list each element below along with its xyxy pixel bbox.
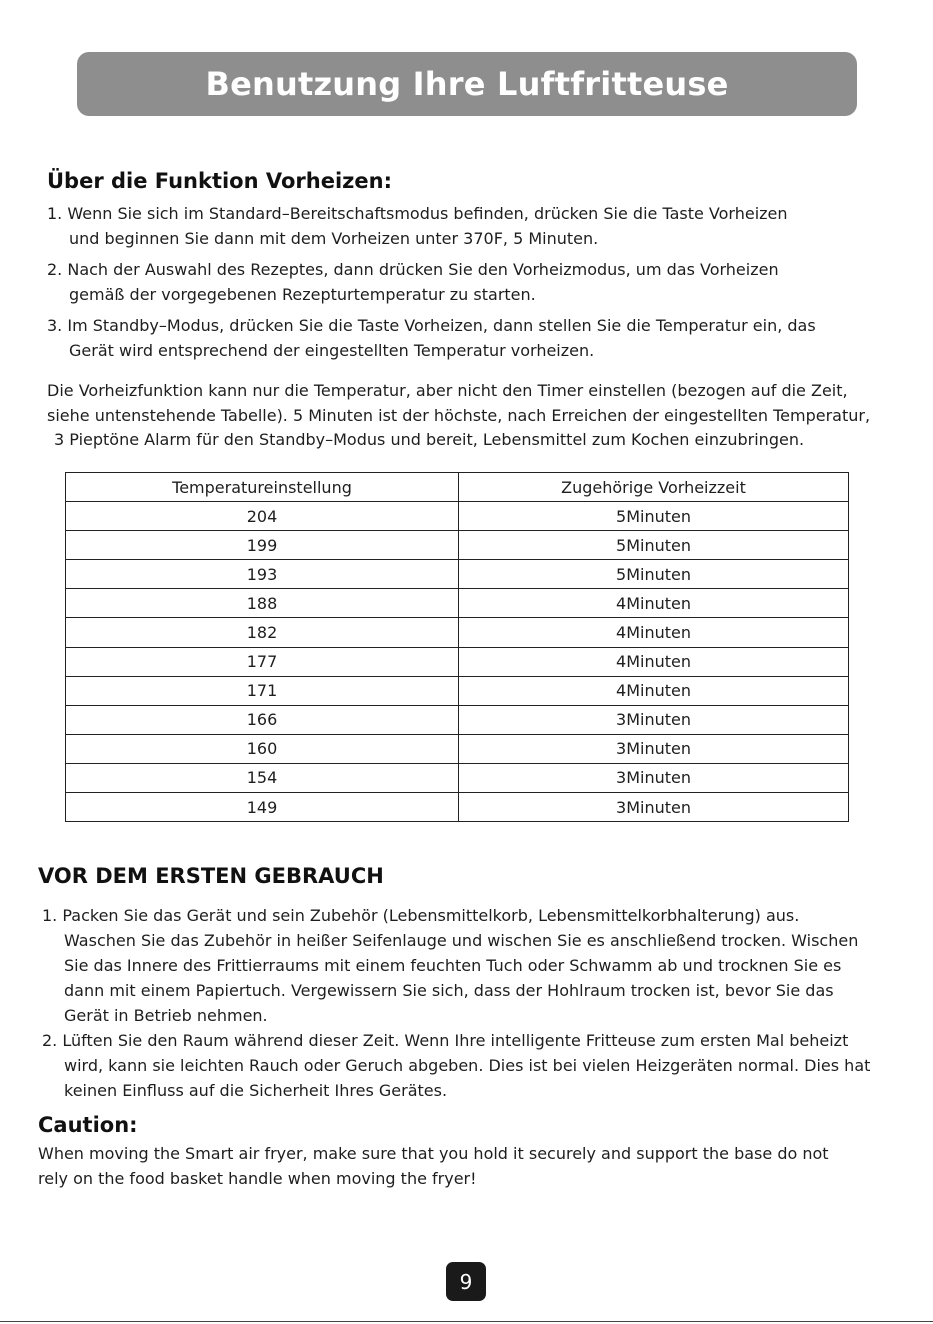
caution-heading: Caution: bbox=[38, 1113, 138, 1137]
table-cell-temperature: 188 bbox=[66, 589, 459, 618]
first-use-item-2-line: keinen Einfluss auf die Sicherheit Ihres Gerätes. bbox=[64, 1081, 448, 1100]
first-use-item-1 bbox=[42, 903, 858, 1028]
first-use-item-2-line: wird, kann sie leichten Rauch oder Geruch abgeben. Dies ist bei vielen Heizgeräten normal. Dies hat bbox=[64, 1056, 871, 1075]
table-cell-time: 5Minuten bbox=[459, 531, 849, 560]
table-cell-temperature: 149 bbox=[66, 793, 459, 822]
table-cell-temperature: 177 bbox=[66, 647, 459, 676]
table-header-row bbox=[66, 473, 849, 502]
preheat-note-line: Die Vorheizfunktion kann nur die Temperatur, aber nicht den Timer einstellen (bezogen auf die Zeit, bbox=[47, 381, 848, 400]
preheat-item-1-line1: 1. Wenn Sie sich im Standard–Bereitschaftsmodus befinden, drücken Sie die Taste Vorheizen bbox=[47, 204, 788, 223]
table-cell-temperature: 154 bbox=[66, 763, 459, 792]
table-row bbox=[66, 734, 849, 763]
preheat-item-1 bbox=[47, 202, 788, 251]
table-row bbox=[66, 705, 849, 734]
table-cell-time: 3Minuten bbox=[459, 734, 849, 763]
table-cell-time: 3Minuten bbox=[459, 793, 849, 822]
table-row bbox=[66, 560, 849, 589]
table-cell-temperature: 166 bbox=[66, 705, 459, 734]
preheat-note-line: 3 Pieptöne Alarm für den Standby–Modus und bereit, Lebensmittel zum Kochen einzubringen. bbox=[54, 430, 805, 449]
page-title: Benutzung Ihre Luftfritteuse bbox=[205, 65, 729, 103]
table-row bbox=[66, 676, 849, 705]
first-use-item-1-line: Waschen Sie das Zubehör in heißer Seifenlauge und wischen Sie es anschließend trocken. Wischen bbox=[64, 931, 859, 950]
first-use-heading: VOR DEM ERSTEN GEBRAUCH bbox=[38, 864, 384, 888]
table-cell-time: 4Minuten bbox=[459, 676, 849, 705]
preheat-table bbox=[65, 472, 849, 822]
first-use-item-1-line: Sie das Innere des Frittierraums mit einem feuchten Tuch oder Schwamm ab und trocknen Sie es bbox=[64, 956, 842, 975]
preheat-item-2-line2: gemäß der vorgegebenen Rezepturtemperatur zu starten. bbox=[69, 284, 536, 304]
first-use-item-1-line: Gerät in Betrieb nehmen. bbox=[64, 1006, 268, 1025]
table-cell-temperature: 204 bbox=[66, 502, 459, 531]
table-row bbox=[66, 502, 849, 531]
first-use-item-2 bbox=[42, 1028, 870, 1103]
preheat-item-3-line2: Gerät wird entsprechend der eingestellten Temperatur vorheizen. bbox=[69, 340, 595, 360]
table-cell-temperature: 160 bbox=[66, 734, 459, 763]
preheat-item-2-line1: 2. Nach der Auswahl des Rezeptes, dann drücken Sie den Vorheizmodus, um das Vorheizen bbox=[47, 260, 779, 279]
caution-text bbox=[38, 1141, 829, 1191]
table-row bbox=[66, 531, 849, 560]
preheat-item-2 bbox=[47, 258, 779, 307]
table-cell-temperature: 193 bbox=[66, 560, 459, 589]
first-use-item-2-line: 2. Lüften Sie den Raum während dieser Zeit. Wenn Ihre intelligente Fritteuse zum ersten Mal beheizt bbox=[42, 1031, 849, 1050]
table-cell-time: 3Minuten bbox=[459, 763, 849, 792]
table-cell-temperature: 182 bbox=[66, 618, 459, 647]
first-use-item-1-line: 1. Packen Sie das Gerät und sein Zubehör (Lebensmittelkorb, Lebensmittelkorbhalterung) aus. bbox=[42, 906, 800, 925]
page-title-banner bbox=[77, 52, 857, 116]
caution-line: When moving the Smart air fryer, make sure that you hold it securely and support the base do not bbox=[38, 1144, 829, 1163]
preheat-item-3 bbox=[47, 314, 816, 363]
preheat-heading: Über die Funktion Vorheizen: bbox=[47, 169, 392, 193]
table-header-preheat-time: Zugehörige Vorheizzeit bbox=[459, 473, 849, 502]
preheat-note-line: siehe untenstehende Tabelle). 5 Minuten ist der höchste, nach Erreichen der eingestellten Temperatur, bbox=[47, 405, 871, 425]
table-row bbox=[66, 589, 849, 618]
table-cell-time: 3Minuten bbox=[459, 705, 849, 734]
preheat-item-3-line1: 3. Im Standby–Modus, drücken Sie die Taste Vorheizen, dann stellen Sie die Temperatur ein, das bbox=[47, 316, 816, 335]
page-number-badge bbox=[446, 1262, 486, 1301]
table-cell-time: 5Minuten bbox=[459, 560, 849, 589]
preheat-item-1-line2: und beginnen Sie dann mit dem Vorheizen unter 370F, 5 Minuten. bbox=[69, 228, 599, 248]
page-number: 9 bbox=[459, 1269, 473, 1294]
table-cell-time: 5Minuten bbox=[459, 502, 849, 531]
table-cell-time: 4Minuten bbox=[459, 618, 849, 647]
table-header-temperature: Temperatureinstellung bbox=[66, 473, 459, 502]
caution-line: rely on the food basket handle when moving the fryer! bbox=[38, 1169, 477, 1188]
bottom-divider bbox=[0, 1321, 933, 1322]
table-row bbox=[66, 618, 849, 647]
table-cell-temperature: 171 bbox=[66, 676, 459, 705]
table-row bbox=[66, 763, 849, 792]
preheat-note bbox=[47, 379, 870, 453]
table-row bbox=[66, 793, 849, 822]
table-cell-time: 4Minuten bbox=[459, 589, 849, 618]
table-cell-time: 4Minuten bbox=[459, 647, 849, 676]
table-cell-temperature: 199 bbox=[66, 531, 459, 560]
first-use-item-1-line: dann mit einem Papiertuch. Vergewissern Sie sich, dass der Hohlraum trocken ist, bevor Sie das bbox=[64, 981, 834, 1000]
table-row bbox=[66, 647, 849, 676]
